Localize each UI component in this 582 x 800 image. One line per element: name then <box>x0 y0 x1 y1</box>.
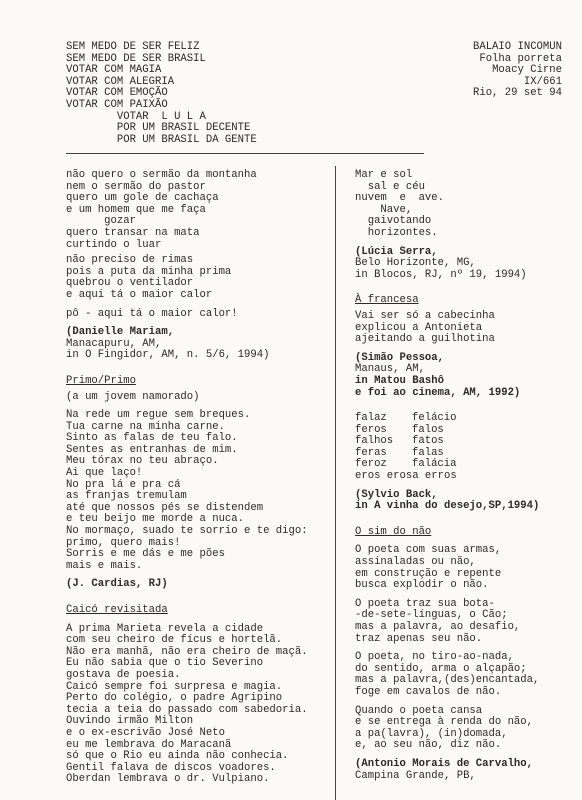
masthead-line: Folha porreta <box>479 52 562 65</box>
poem-line: a pa(lavra), (in)domada, <box>355 727 508 740</box>
poem-line: foge em cavalos de não. <box>355 685 502 698</box>
poem-line: Ai que laço! <box>66 467 143 480</box>
poem-line: O poeta, no tiro-ao-nada, <box>355 651 514 664</box>
poem-line: busca explodir o não. <box>355 579 489 592</box>
poem-line: -de-sete-línguas, o Cão; <box>355 609 508 622</box>
poem-word: falhos <box>355 435 394 448</box>
poem-line: Não era manhã, não era cheiro de maçã. <box>66 645 308 658</box>
poem-title: À francesa <box>355 294 419 307</box>
poem-line: e teu beijo me morde a nuca. <box>66 513 245 526</box>
poem-line: explicou a Antonieta <box>355 321 483 334</box>
credit-author: (Lúcia Serra, <box>355 245 438 258</box>
poem-line: Sentes as entranhas de mim. <box>66 443 238 456</box>
poem <box>355 413 575 513</box>
header-line: SEM MEDO DE SER FELIZ <box>66 41 200 53</box>
poem-line: e se entrega à renda do não, <box>355 716 534 729</box>
poem-line: quero transar na mata <box>66 226 200 239</box>
credit-author: (Simão Pessoa, <box>355 351 445 364</box>
poem-line: do sentido, arma o alçapão; <box>355 662 527 675</box>
poem-word: feras <box>355 446 387 459</box>
poem <box>355 527 575 782</box>
poem-line: assinaladas ou não, <box>355 556 476 569</box>
poem-line: mas a palavra, ao desafio, <box>355 621 521 633</box>
poem-line: Quando o poeta cansa <box>355 704 483 717</box>
credit-author: (J. Cardias, RJ) <box>66 578 168 591</box>
poem-word: fatos <box>412 435 444 448</box>
poem-line: O poeta traz sua bota- <box>355 597 495 610</box>
poem-line: Caicó sempre foi surpresa e magia. <box>66 680 283 693</box>
poem-line: Perto do colégio, o padre Agripino <box>66 692 283 705</box>
poem-line: eu me lembrava do Maracanã <box>66 738 232 751</box>
header-line: POR UM BRASIL DA GENTE <box>66 133 257 146</box>
poem-line: Eu não sabia que o tio Severino <box>66 657 264 670</box>
header-line: VOTAR L U L A <box>66 110 206 123</box>
masthead <box>452 42 562 100</box>
poem-title: Primo/Primo <box>66 374 136 387</box>
poem-word: feros <box>355 423 387 436</box>
poem-line: gozar <box>66 215 136 228</box>
header-line: VOTAR COM EMOÇÃO <box>66 87 168 100</box>
poem-line: traz apenas seu não. <box>355 632 483 645</box>
credit-line: Manaus, AM, <box>355 363 425 376</box>
credit-line: in A vinha do desejo,SP,1994) <box>355 500 540 513</box>
poem-line: em construção e repente <box>355 567 502 580</box>
masthead-date: Rio, 29 set 94 <box>472 87 562 100</box>
poem <box>66 170 334 362</box>
poem-line: No pra lá e pra cá <box>66 478 181 491</box>
poem-line: pois a puta da minha prima <box>66 265 232 278</box>
poem-line: O poeta com suas armas, <box>355 544 502 557</box>
poem-line: e um homem que me faça <box>66 203 206 216</box>
poem-line: com seu cheiro de fícus e hortelã. <box>66 634 283 647</box>
poem-line: gostava de poesia. <box>66 668 181 681</box>
right-column <box>355 170 575 782</box>
poem-word: felácio <box>412 412 457 425</box>
header-line: VOTAR COM ALEGRIA <box>66 75 175 88</box>
poem-line: nem o sermão do pastor <box>66 180 206 193</box>
poem-line: Mar e sol <box>355 169 413 181</box>
poem-word: falas <box>412 446 444 459</box>
poem <box>355 170 575 281</box>
poem-line: ajeitando a guilhotina <box>355 333 495 346</box>
word-grid <box>355 413 575 471</box>
poem-line: Oberdan lembrava o dr. Vulpiano. <box>66 773 270 786</box>
poem-line: Meu tórax no teu abraço. <box>66 455 219 468</box>
credit-author: (Danielle Mariam, <box>66 326 175 339</box>
credit-author: (Sylvio Back, <box>355 488 438 501</box>
credit-line: Belo Horizonte, MG, <box>355 257 476 270</box>
poem-word: feroz <box>355 458 387 471</box>
poem-line: horizontes. <box>355 226 438 239</box>
poem-line: Vai ser só a cabecinha <box>355 309 495 322</box>
poem-line: gaivotando <box>355 215 432 228</box>
poem <box>66 605 334 786</box>
poem-line: curtindo o luar <box>66 238 162 251</box>
poem <box>66 376 334 591</box>
campaign-header <box>66 42 257 146</box>
poem-line: Sinto as falas de teu falo. <box>66 432 238 445</box>
poem-line: não quero o sermão da montanha <box>66 169 257 181</box>
credit-line: e foi ao cinema, AM, 1992) <box>355 386 521 399</box>
poem-line: quero um gole de cachaça <box>66 192 219 205</box>
poem-line: Ouvindo irmão Milton <box>66 715 194 728</box>
header-line: POR UM BRASIL DECENTE <box>66 122 251 135</box>
masthead-line: IX/661 <box>523 75 562 88</box>
poem-line: mais e mais. <box>66 559 143 572</box>
poem-line: Sorris e me dás e me pões <box>66 548 225 561</box>
poem-line: Tua carne na minha carne. <box>66 420 225 433</box>
poem-line: tecia a teia do passado com sabedoria. <box>66 703 308 716</box>
poem-subtitle: (a um jovem namorado) <box>66 390 200 403</box>
credit-line: in O Fingidor, AM, n. 5/6, 1994) <box>66 349 270 362</box>
poem-line: pô - aqui tá o maior calor! <box>66 307 238 320</box>
poem-word: falaz <box>355 412 387 425</box>
poem-line: só que o Rio eu ainda não conhecia. <box>66 750 289 763</box>
header-line: SEM MEDO DE SER BRASIL <box>66 52 206 65</box>
column-divider <box>335 166 336 800</box>
masthead-line: Moacy Cirne <box>492 64 562 77</box>
credit-line: in Blocos, RJ, nº 19, 1994) <box>355 268 527 281</box>
poem-line: primo, quero mais! <box>66 536 181 549</box>
poem-line: Na rede um regue sem breques. <box>66 409 251 422</box>
poem-line: até que nossos pés se distendem <box>66 501 264 514</box>
masthead-title: BALAIO INCOMUN <box>472 41 562 53</box>
poem-line: e, ao seu não, diz não. <box>355 739 502 752</box>
left-column <box>66 170 334 786</box>
credit-line: Campina Grande, PB, <box>355 769 476 782</box>
poem <box>355 295 575 399</box>
poem-line: eros erosa erros <box>355 470 457 483</box>
poem-line: não preciso de rimas <box>66 254 194 267</box>
poem-title: O sim do não <box>355 525 432 538</box>
poem-line: e aqui tá o maior calor <box>66 288 213 301</box>
header-divider <box>66 153 424 154</box>
poem-line: Nave, <box>355 203 413 216</box>
poem-line: sal e céu <box>355 180 425 193</box>
poem-word: falos <box>412 423 444 436</box>
credit-line: Manacapuru, AM, <box>66 337 162 350</box>
poem-line: quebrou o ventilador <box>66 277 194 290</box>
poem-line: as franjas tremulam <box>66 490 187 503</box>
header-line: VOTAR COM PAIXÃO <box>66 98 168 111</box>
poem-line: mas a palavra,(des)encantada, <box>355 674 540 687</box>
poem-line: A prima Marieta revela a cidade <box>66 622 264 635</box>
header-line: VOTAR COM MAGIA <box>66 64 162 77</box>
poem-line: nuvem e ave. <box>355 192 445 205</box>
credit-author: (Antonio Morais de Carvalho, <box>355 757 534 770</box>
poem-line: Gentil falava de discos voadores. <box>66 761 276 774</box>
poem-line: No mormaço, suado te sorrio e te digo: <box>66 525 308 538</box>
poem-title: Caicó revisitada <box>66 604 168 616</box>
poem-word: falácia <box>412 458 457 471</box>
poem-line: e o ex-escrivão José Neto <box>66 726 225 739</box>
credit-line: in Matou Bashô <box>355 374 445 387</box>
